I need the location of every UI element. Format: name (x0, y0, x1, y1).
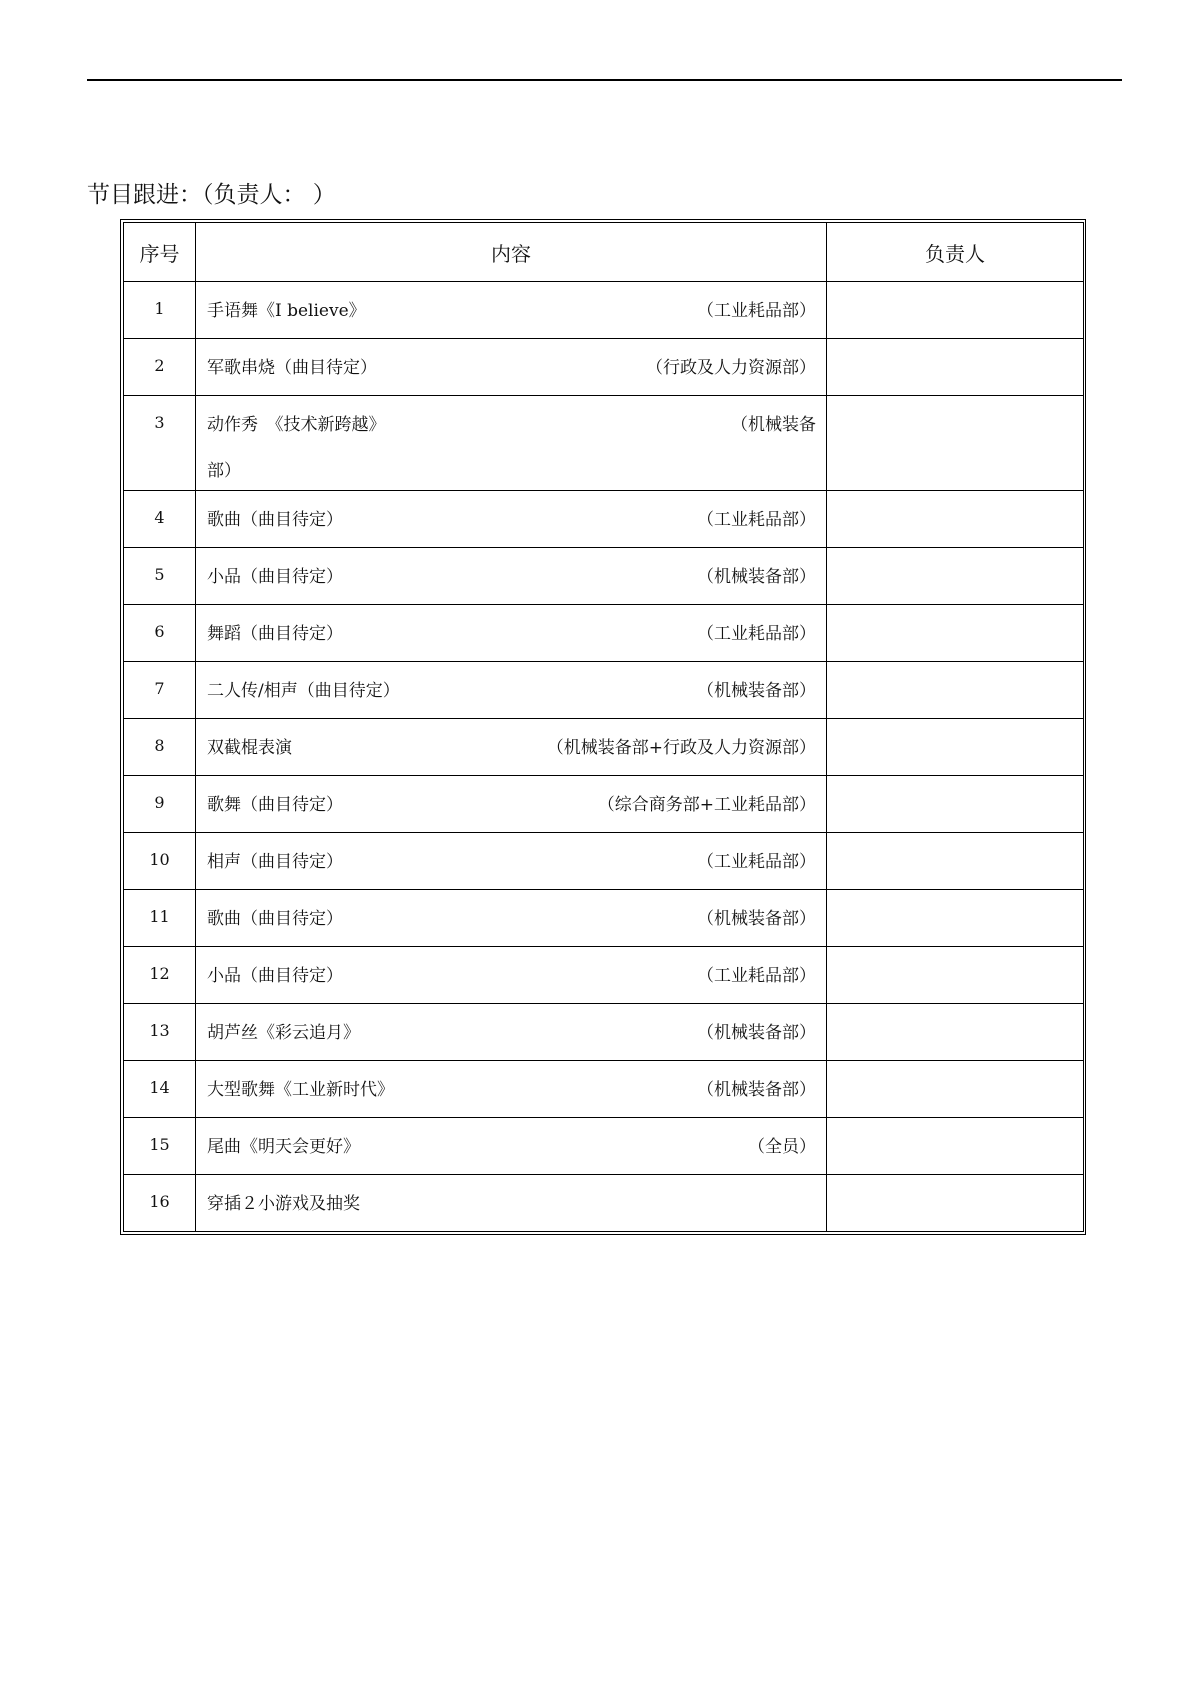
row-owner (827, 890, 1084, 947)
program-title: 相声（曲目待定） (207, 852, 343, 872)
row-num: 14 (124, 1061, 196, 1118)
row-num: 15 (124, 1118, 196, 1175)
program-dept: （机械装备部） (697, 909, 816, 929)
row-content (196, 662, 827, 719)
row-owner (827, 833, 1084, 890)
row-owner (827, 548, 1084, 605)
row-num: 3 (124, 396, 196, 491)
header-num: 序号 (124, 223, 196, 282)
row-owner (827, 947, 1084, 1004)
table-row (124, 282, 1084, 339)
program-dept: （工业耗品部） (697, 301, 816, 321)
row-owner (827, 662, 1084, 719)
row-num: 11 (124, 890, 196, 947)
table-row (124, 1061, 1084, 1118)
row-content (196, 719, 827, 776)
table-row (124, 662, 1084, 719)
row-owner (827, 776, 1084, 833)
program-title: 小品（曲目待定） (207, 966, 343, 986)
row-content (196, 1061, 827, 1118)
row-content (196, 947, 827, 1004)
row-owner (827, 719, 1084, 776)
row-num: 7 (124, 662, 196, 719)
program-title: 歌舞（曲目待定） (207, 795, 343, 815)
row-owner (827, 1175, 1084, 1232)
program-dept: （工业耗品部） (697, 510, 816, 530)
program-title: 胡芦丝《彩云追月》 (207, 1023, 360, 1043)
program-title: 手语舞《I believe》 (207, 301, 366, 321)
row-content (196, 776, 827, 833)
program-title: 军歌串烧（曲目待定） (207, 358, 377, 378)
table-row (124, 1118, 1084, 1175)
program-dept: （行政及人力资源部） (646, 358, 816, 378)
row-content (196, 282, 827, 339)
row-owner (827, 282, 1084, 339)
program-title: 小品（曲目待定） (207, 567, 343, 587)
row-owner (827, 396, 1084, 491)
row-content (196, 1118, 827, 1175)
table-header-row (124, 223, 1084, 282)
row-content (196, 491, 827, 548)
program-dept: （综合商务部+工业耗品部） (597, 795, 816, 815)
program-title: 二人传/相声（曲目待定） (207, 681, 400, 701)
header-owner: 负责人 (827, 223, 1084, 282)
table-row (124, 833, 1084, 890)
row-num: 4 (124, 491, 196, 548)
row-content (196, 339, 827, 396)
table-row (124, 890, 1084, 947)
row-owner (827, 1118, 1084, 1175)
program-dept: （全员） (748, 1137, 816, 1157)
section-title: 节目跟进：（负责人： ） (87, 182, 336, 208)
row-owner (827, 1061, 1084, 1118)
table-row (124, 1004, 1084, 1061)
program-dept: （机械装备 (731, 415, 816, 435)
row-num: 1 (124, 282, 196, 339)
table-row (124, 339, 1084, 396)
row-num: 12 (124, 947, 196, 1004)
row-content (196, 890, 827, 947)
row-num: 5 (124, 548, 196, 605)
row-num: 6 (124, 605, 196, 662)
table-row (124, 719, 1084, 776)
program-dept: （机械装备部） (697, 567, 816, 587)
row-owner (827, 1004, 1084, 1061)
program-title: 尾曲《明天会更好》 (207, 1137, 360, 1157)
program-dept: （工业耗品部） (697, 852, 816, 872)
program-dept: （工业耗品部） (697, 966, 816, 986)
row-content (196, 833, 827, 890)
row-content (196, 1175, 827, 1232)
program-title: 动作秀 《技术新跨越》 (207, 415, 386, 435)
row-num: 2 (124, 339, 196, 396)
row-owner (827, 339, 1084, 396)
program-dept: （机械装备部） (697, 1080, 816, 1100)
table-row (124, 548, 1084, 605)
header-rule (87, 79, 1122, 81)
row-content (196, 1004, 827, 1061)
table-row (124, 776, 1084, 833)
row-num: 8 (124, 719, 196, 776)
program-title: 穿插２小游戏及抽奖 (207, 1194, 360, 1214)
program-table-frame (120, 219, 1086, 1235)
table-row (124, 947, 1084, 1004)
program-title: 双截棍表演 (207, 738, 292, 758)
row-owner (827, 491, 1084, 548)
row-content (196, 396, 827, 491)
row-num: 13 (124, 1004, 196, 1061)
row-content (196, 548, 827, 605)
table-row (124, 1175, 1084, 1232)
program-dept: （机械装备部） (697, 1023, 816, 1043)
row-num: 16 (124, 1175, 196, 1232)
table-row (124, 605, 1084, 662)
row-num: 9 (124, 776, 196, 833)
program-title: 大型歌舞《工业新时代》 (207, 1080, 394, 1100)
program-dept: （工业耗品部） (697, 624, 816, 644)
program-title: 歌曲（曲目待定） (207, 909, 343, 929)
row-content (196, 605, 827, 662)
table-row (124, 491, 1084, 548)
table-row (124, 396, 1084, 491)
program-dept-continued: 部） (207, 461, 241, 481)
header-content: 内容 (196, 223, 827, 282)
program-dept: （机械装备部） (697, 681, 816, 701)
program-title: 舞蹈（曲目待定） (207, 624, 343, 644)
program-dept: （机械装备部+行政及人力资源部） (546, 738, 816, 758)
program-title: 歌曲（曲目待定） (207, 510, 343, 530)
row-owner (827, 605, 1084, 662)
row-num: 10 (124, 833, 196, 890)
program-table (123, 222, 1084, 1232)
